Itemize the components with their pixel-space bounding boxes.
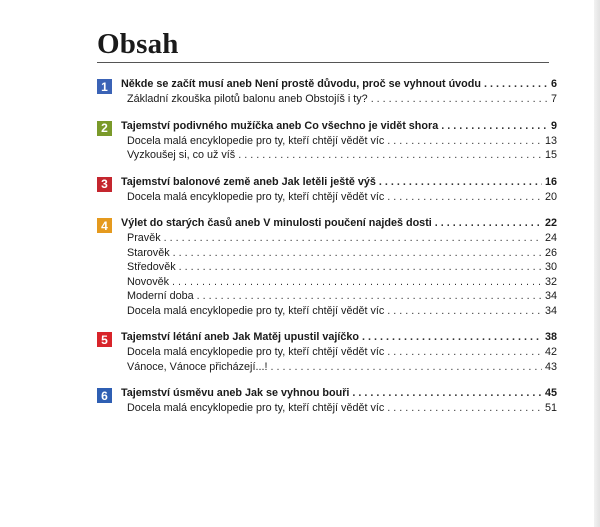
dot-leader: [387, 305, 542, 317]
chapter-title: Tajemství úsměvu aneb Jak se vyhnou bouři: [121, 387, 350, 399]
page-number: 34: [544, 304, 557, 317]
page-number: 6: [550, 78, 557, 90]
dot-leader: [387, 402, 542, 414]
chapter-number-badge: 6: [97, 388, 112, 403]
dot-leader: [270, 361, 542, 373]
dot-leader: [238, 149, 542, 161]
page-number: 20: [544, 190, 557, 203]
chapter-title-row[interactable]: [97, 217, 557, 232]
chapter-4: [97, 217, 557, 319]
toc-entry[interactable]: [97, 290, 557, 305]
entry-title: Vánoce, Vánoce přicházejí...!: [127, 360, 268, 373]
chapter-number-badge: 5: [97, 332, 112, 347]
page-edge: [594, 0, 600, 527]
toc-entry[interactable]: [97, 191, 557, 206]
toc-entry[interactable]: [97, 93, 557, 108]
dot-leader: [435, 217, 542, 229]
page-number: 26: [544, 246, 557, 259]
entry-title: Moderní doba: [127, 290, 194, 302]
chapter-title: Tajemství létání aneb Jak Matěj upustil vajíčko: [121, 331, 360, 343]
chapter-5: [97, 331, 557, 375]
dot-leader: [387, 191, 542, 203]
page-number: 13: [544, 134, 557, 147]
toc-entry[interactable]: [97, 305, 557, 320]
chapter-number-badge: 3: [97, 177, 112, 192]
dot-leader: [387, 346, 542, 358]
entry-title: Docela malá encyklopedie pro ty, kteří chtějí vědět víc: [127, 190, 385, 203]
page-number: 32: [544, 275, 557, 288]
toc-entry[interactable]: [97, 135, 557, 150]
chapter-title: Někde se začít musí aneb Není prostě důvodu, proč se vyhnout úvodu: [121, 78, 481, 90]
page-number: 45: [544, 387, 557, 399]
toc-entry[interactable]: [97, 276, 557, 291]
chapter-spacer: [97, 319, 557, 331]
toc-entry[interactable]: [97, 247, 557, 262]
page-number: 38: [544, 331, 557, 343]
toc-entry[interactable]: [97, 361, 557, 376]
chapter-title: Tajemství balonové země aneb Jak letěli ještě výš: [121, 175, 376, 188]
page-number: 15: [544, 149, 557, 161]
chapter-1: [97, 78, 557, 108]
entry-title: Docela malá encyklopedie pro ty, kteří chtějí vědět víc: [127, 346, 385, 358]
page-number: 43: [544, 360, 557, 373]
dot-leader: [179, 261, 542, 273]
page-number: 30: [544, 261, 557, 273]
chapter-number-badge: 1: [97, 79, 112, 94]
chapter-title: Tajemství podivného mužíčka aneb Co všechno je vidět shora: [121, 119, 439, 132]
entry-title: Docela malá encyklopedie pro ty, kteří chtějí vědět víc: [127, 134, 385, 147]
toc-entry[interactable]: [97, 261, 557, 276]
chapter-spacer: [97, 108, 557, 120]
chapter-spacer: [97, 375, 557, 387]
toc-entry[interactable]: [97, 149, 557, 164]
entry-title: Vyzkoušej si, co už víš: [127, 149, 236, 161]
chapter-title-row[interactable]: [97, 120, 557, 135]
page-number: 24: [544, 232, 557, 244]
dot-leader: [441, 120, 548, 132]
dot-leader: [197, 290, 542, 302]
chapter-title-row[interactable]: [97, 176, 557, 191]
entry-title: Novověk: [127, 275, 170, 288]
dot-leader: [352, 387, 542, 399]
entry-title: Středověk: [127, 261, 176, 273]
dot-leader: [164, 232, 542, 244]
dot-leader: [362, 331, 542, 343]
entry-title: Docela malá encyklopedie pro ty, kteří chtějí vědět víc: [127, 304, 385, 317]
page-number: 7: [550, 93, 557, 105]
page-number: 22: [544, 217, 557, 229]
table-of-contents: [97, 78, 557, 417]
chapter-spacer: [97, 164, 557, 176]
dot-leader: [387, 135, 542, 147]
entry-title: Docela malá encyklopedie pro ty, kteří chtějí vědět víc: [127, 402, 385, 414]
chapter-title: Výlet do starých časů aneb V minulosti poučení najdeš dosti: [121, 217, 432, 229]
chapter-title-row[interactable]: [97, 78, 557, 93]
dot-leader: [172, 276, 542, 288]
toc-entry[interactable]: [97, 346, 557, 361]
dot-leader: [484, 78, 548, 90]
page-number: 9: [550, 119, 557, 132]
dot-leader: [173, 247, 542, 259]
page-number: 42: [544, 346, 557, 358]
page-title: Obsah: [97, 28, 179, 60]
chapter-6: [97, 387, 557, 417]
chapter-number-badge: 4: [97, 218, 112, 233]
chapter-2: [97, 120, 557, 164]
chapter-spacer: [97, 205, 557, 217]
entry-title: Starověk: [127, 246, 170, 259]
dot-leader: [379, 176, 542, 188]
page-number: 16: [544, 175, 557, 188]
toc-entry[interactable]: [97, 232, 557, 247]
page-number: 34: [544, 290, 557, 302]
entry-title: Základní zkouška pilotů balonu aneb Obstojíš i ty?: [127, 93, 368, 105]
chapter-title-row[interactable]: [97, 331, 557, 346]
entry-title: Pravěk: [127, 232, 161, 244]
page-number: 51: [544, 402, 557, 414]
chapter-number-badge: 2: [97, 121, 112, 136]
dot-leader: [371, 93, 548, 105]
toc-entry[interactable]: [97, 402, 557, 417]
chapter-title-row[interactable]: [97, 387, 557, 402]
chapter-3: [97, 176, 557, 206]
title-divider: [97, 62, 549, 63]
